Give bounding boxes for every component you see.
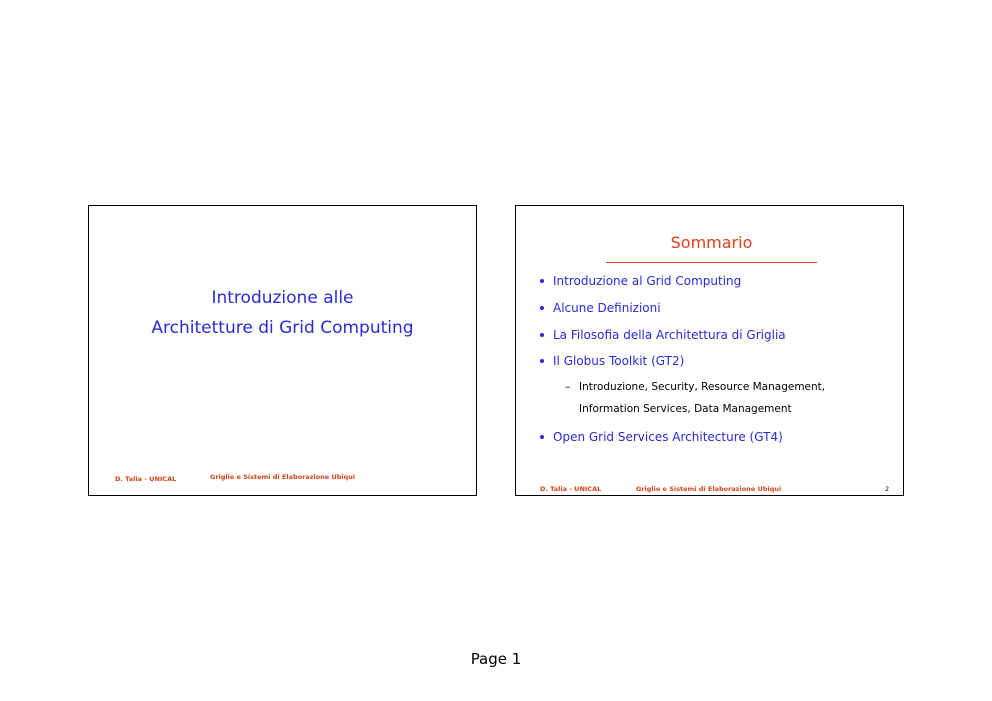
slide-1 (88, 205, 477, 496)
slide-2-bullet-3 (540, 329, 786, 341)
bullet-dot-icon (540, 279, 544, 283)
slide-2-page-number: 2 (885, 485, 890, 493)
slide-2-bullet-3-text: La Filosofia della Architettura di Griglia (553, 328, 786, 342)
slide-2-footer-course: Griglie e Sistemi di Elaborazione Ubiqui (636, 485, 782, 493)
slide-2-heading: Sommario (670, 233, 753, 252)
slide-1-footer-course: Griglie e Sistemi di Elaborazione Ubiqui (210, 473, 356, 481)
slide-2-bullet-2 (540, 302, 661, 314)
slide-2-sub-bullet-line-2: Information Services, Data Management (579, 403, 792, 415)
slide-2-bullet-1-text: Introduzione al Grid Computing (553, 274, 742, 288)
bullet-dot-icon (540, 359, 544, 363)
slide-2-sub-bullet-text-1: Introduzione, Security, Resource Management, (579, 381, 826, 393)
slide-2-bullet-4-text: Il Globus Toolkit (GT2) (553, 354, 685, 368)
bullet-dot-icon (540, 306, 544, 310)
slide-2-bullet-2-text: Alcune Definizioni (553, 301, 661, 315)
bullet-dot-icon (540, 333, 544, 337)
slide-1-title-line-1: Introduzione alle (211, 288, 354, 308)
bullet-dot-icon (540, 435, 544, 439)
slide-1-title-line-2: Architetture di Grid Computing (151, 318, 414, 338)
page-label: Page 1 (470, 650, 522, 668)
sub-bullet-dash-icon: – (565, 381, 571, 393)
slide-2-footer-author: D. Talia - UNICAL (540, 485, 602, 493)
slide-1-footer-author: D. Talia - UNICAL (115, 475, 177, 483)
slide-2-heading-underline (606, 262, 817, 263)
slide-2-bullet-4 (540, 355, 684, 367)
slide-2 (515, 205, 904, 496)
slide-2-sub-bullet-line-1 (565, 382, 825, 393)
slide-2-bullet-5-text: Open Grid Services Architecture (GT4) (553, 430, 783, 444)
slide-2-bullet-5 (540, 431, 783, 443)
slide-2-bullet-1 (540, 275, 741, 287)
